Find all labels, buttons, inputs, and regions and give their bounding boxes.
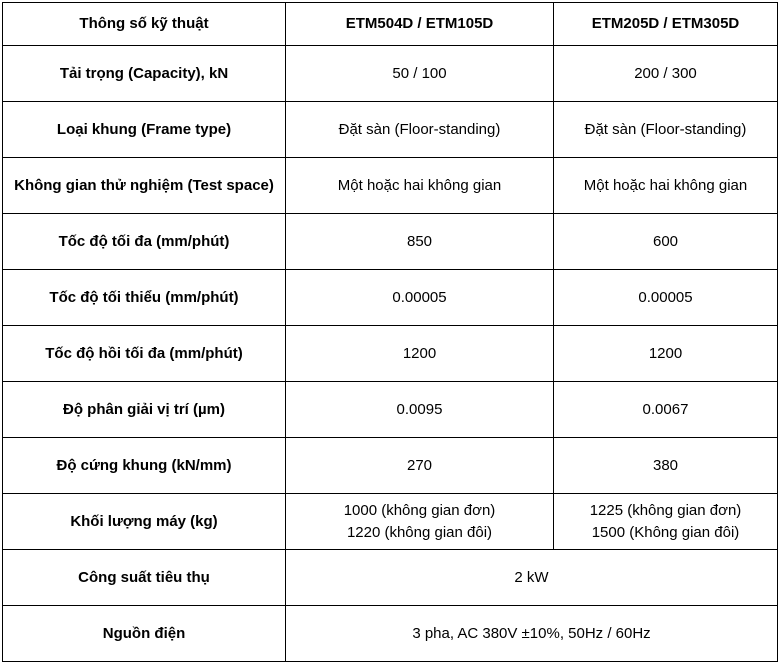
row-value-model-2: 380: [554, 438, 778, 494]
row-value-model-2: 600: [554, 214, 778, 270]
row-label: Độ cứng khung (kN/mm): [3, 438, 286, 494]
row-value-model-1: 50 / 100: [286, 46, 554, 102]
row-value-model-2: Đặt sàn (Floor-standing): [554, 102, 778, 158]
header-model-etm504d-etm105d: ETM504D / ETM105D: [286, 3, 554, 46]
table-row-test-space: [3, 158, 778, 214]
table-row-max-speed: [3, 214, 778, 270]
row-value-model-1: Một hoặc hai không gian: [286, 158, 554, 214]
row-label: Tốc độ hồi tối đa (mm/phút): [3, 326, 286, 382]
spec-table: [2, 2, 778, 662]
header-spec: Thông số kỹ thuật: [3, 3, 286, 46]
row-value-model-1: 1200: [286, 326, 554, 382]
table-row-power-consumption: [3, 550, 778, 606]
weight-double-space: 1220 (không gian đôi): [346, 523, 493, 541]
row-label: Tải trọng (Capacity), kN: [3, 46, 286, 102]
header-model-etm205d-etm305d: ETM205D / ETM305D: [554, 3, 778, 46]
row-value-model-2: [554, 494, 778, 550]
row-value-model-2: 0.00005: [554, 270, 778, 326]
weight-double-space: 1500 (Không gian đôi): [591, 523, 740, 541]
row-value-model-2: Một hoặc hai không gian: [554, 158, 778, 214]
table-row-min-speed: [3, 270, 778, 326]
table-row-frame-type: [3, 102, 778, 158]
row-value-model-1: 850: [286, 214, 554, 270]
row-label: Loại khung (Frame type): [3, 102, 286, 158]
table-row-position-resolution: [3, 382, 778, 438]
weight-single-space: 1225 (không gian đơn): [589, 501, 742, 519]
row-value-model-2: 1200: [554, 326, 778, 382]
row-label: Tốc độ tối thiểu (mm/phút): [3, 270, 286, 326]
table-row-max-return-speed: [3, 326, 778, 382]
row-value-model-1: [286, 494, 554, 550]
table-row-frame-stiffness: [3, 438, 778, 494]
table-row-capacity: [3, 46, 778, 102]
row-value-shared: 2 kW: [286, 550, 778, 606]
row-value-shared: 3 pha, AC 380V ±10%, 50Hz / 60Hz: [286, 606, 778, 662]
row-value-model-1: 0.00005: [286, 270, 554, 326]
row-value-model-2: 200 / 300: [554, 46, 778, 102]
weight-single-space: 1000 (không gian đơn): [343, 501, 496, 519]
row-value-model-1: 0.0095: [286, 382, 554, 438]
row-label: Không gian thử nghiệm (Test space): [3, 158, 286, 214]
row-label: Khối lượng máy (kg): [3, 494, 286, 550]
row-value-model-1: 270: [286, 438, 554, 494]
row-value-model-2: 0.0067: [554, 382, 778, 438]
header-row: [3, 3, 778, 46]
table-row-machine-weight: [3, 494, 778, 550]
row-value-model-1: Đặt sàn (Floor-standing): [286, 102, 554, 158]
row-label: Tốc độ tối đa (mm/phút): [3, 214, 286, 270]
table-row-power-supply: [3, 606, 778, 662]
row-label: Công suất tiêu thụ: [3, 550, 286, 606]
row-label: Độ phân giải vị trí (µm): [3, 382, 286, 438]
row-label: Nguồn điện: [3, 606, 286, 662]
